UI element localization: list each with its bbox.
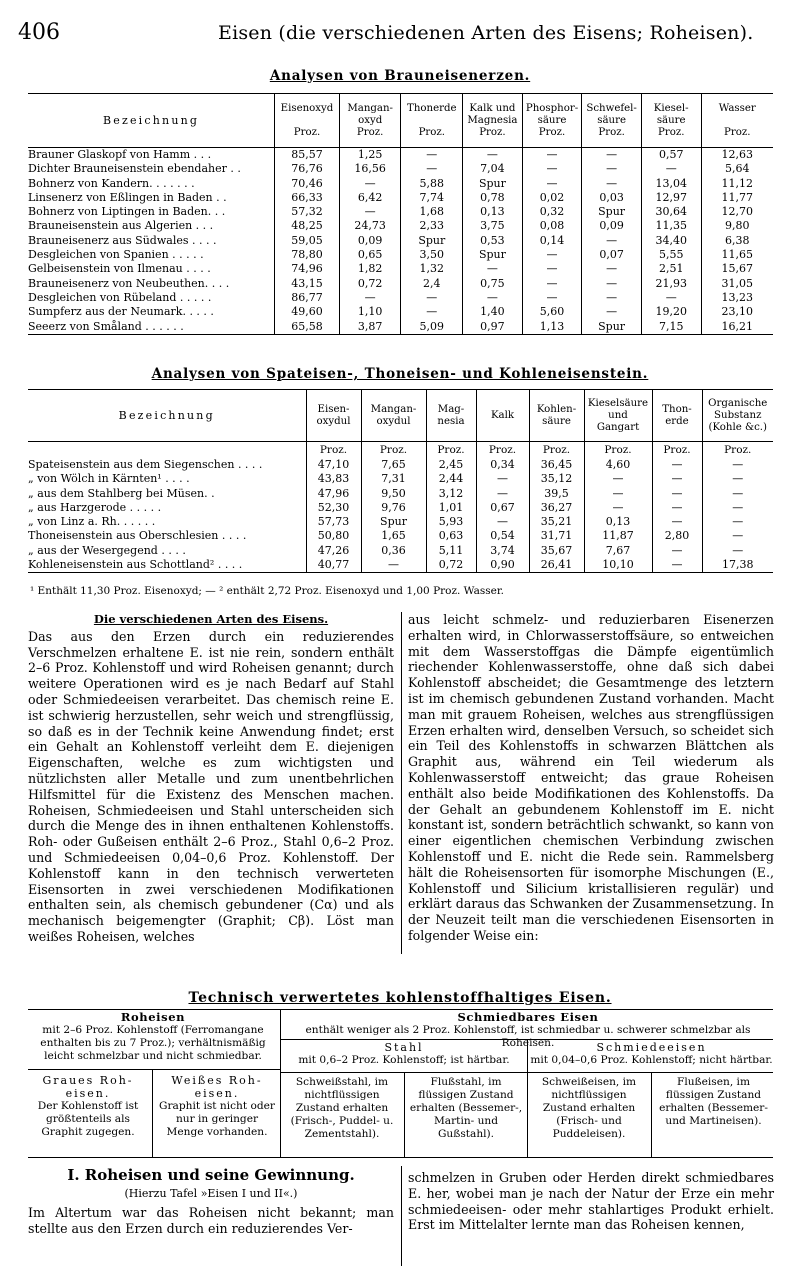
stahl-title: Stahl	[384, 1041, 424, 1054]
table-cell: 9,50	[361, 487, 426, 501]
table-row	[28, 248, 773, 262]
row-label: Brauneisenstein aus Algerien . . .	[28, 219, 214, 233]
stahl-box	[283, 1041, 525, 1067]
table2-title: Analysen von Spateisen-, Thoneisen- und Kohleneisenstein.	[151, 366, 649, 382]
table-cell: 2,45	[426, 458, 476, 472]
table-row	[28, 205, 773, 219]
table-cell: —	[522, 162, 582, 176]
table-cell: 0,14	[522, 234, 582, 248]
table-cell: 11,65	[701, 248, 773, 262]
t2-body	[28, 442, 773, 573]
stahl-rule	[280, 1072, 773, 1073]
table-cell: 0,72	[339, 277, 401, 291]
table-cell: 0,03	[582, 191, 642, 205]
table-cell: 5,09	[401, 320, 463, 335]
table-cell: —	[401, 291, 463, 305]
table-cell: 12,97	[641, 191, 701, 205]
table1-title: Analysen von Brauneisenerzen.	[269, 68, 531, 84]
table-cell: 23,10	[701, 305, 773, 319]
table-cell: 43,83	[306, 472, 361, 486]
table-row	[28, 262, 773, 276]
table-cell: 5,11	[426, 544, 476, 558]
table-cell: 0,75	[463, 277, 523, 291]
section-subline: (Hierzu Tafel »Eisen I und II«.)	[124, 1187, 298, 1200]
table-cell: 9,80	[701, 219, 773, 233]
t2-header-thonerde: Thon- erde	[652, 390, 702, 442]
table-row	[28, 529, 773, 543]
table-cell: —	[463, 291, 523, 305]
row-label: Kohleneisenstein aus Schottland² . . . .	[28, 558, 306, 573]
table-cell: 31,05	[701, 277, 773, 291]
table-cell: 57,73	[306, 515, 361, 529]
table-cell: 35,21	[529, 515, 584, 529]
table-cell: 2,80	[652, 529, 702, 543]
table-cell: 10,10	[584, 558, 652, 573]
table-cell: —	[582, 277, 642, 291]
table-cell: —	[584, 472, 652, 486]
weisses-desc: Graphit ist nicht oder nur in geringer Menge vorhanden.	[159, 1100, 275, 1138]
schmiedbar-subdivider	[527, 1039, 528, 1157]
table-cell: —	[702, 501, 773, 515]
row-label: Brauner Glaskopf von Hamm . . .	[28, 148, 212, 161]
t1-header-manganoxyd: Mangan- oxyd Proz.	[339, 94, 401, 148]
table-cell: 7,31	[361, 472, 426, 486]
table-cell: 4,60	[584, 458, 652, 472]
table-cell: 0,09	[582, 219, 642, 233]
table-cell: —	[522, 262, 582, 276]
table-row	[28, 305, 773, 319]
row-label: Linsenerz von Eßlingen in Baden . .	[28, 190, 227, 204]
roheisen-box	[28, 1011, 278, 1063]
table-row	[28, 191, 773, 205]
table-cell: 3,74	[476, 544, 529, 558]
table-cell: 0,63	[426, 529, 476, 543]
table-cell: —	[582, 291, 642, 305]
table-cell: 3,75	[463, 219, 523, 233]
table-cell: —	[476, 515, 529, 529]
table-row	[28, 472, 773, 486]
table-cell: Spur	[401, 234, 463, 248]
t1-header-kalk: Kalk und Magnesia Proz.	[463, 94, 523, 148]
row-label: „ von Wölch in Kärnten¹ . . . .	[28, 472, 190, 486]
row-label: Thoneisenstein aus Oberschlesien . . . .	[28, 529, 247, 543]
table-row	[28, 558, 773, 573]
t1-header-kieselsaeure: Kiesel- säure Proz.	[641, 94, 701, 148]
table-cell: 85,57	[275, 148, 340, 163]
table-cell: —	[652, 501, 702, 515]
table-cell: 48,25	[275, 219, 340, 233]
table-cell: 1,13	[522, 320, 582, 335]
section-divider	[401, 1166, 402, 1266]
table-row	[28, 219, 773, 233]
table-cell: 7,74	[401, 191, 463, 205]
t1-header-phosphorsaeure: Phosphor- säure Proz.	[522, 94, 582, 148]
row-label: Desgleichen von Rübeland . . . . .	[28, 290, 212, 304]
t2-header-organische: Organische Substanz (Kohle &c.)	[702, 390, 773, 442]
table-cell: 9,76	[361, 501, 426, 515]
classification-title: Technisch verwertetes kohlenstoffhaltiges Eisen.	[188, 990, 612, 1006]
table-cell: —	[476, 472, 529, 486]
table-cell: 31,71	[529, 529, 584, 543]
t1-header-bezeichnung: Bezeichnung	[28, 94, 275, 148]
table-row	[28, 162, 773, 176]
row-label: Seeerz von Småland . . . . . .	[28, 320, 275, 335]
schweissstahl-box: Schweißstahl, im nichtflüssigen Zustand erhalten (Frisch-, Puddel- u. Zementstahl).	[290, 1076, 394, 1140]
table-cell: 0,90	[476, 558, 529, 573]
table-cell: 30,64	[641, 205, 701, 219]
table-cell: Spur	[582, 205, 642, 219]
table-cell: —	[401, 148, 463, 163]
table-cell: —	[522, 291, 582, 305]
flussstahl-box: Flußstahl, im flüssigen Zustand erhalten (Bessemer-, Martin- und Gußstahl).	[409, 1076, 523, 1140]
table-cell: —	[702, 472, 773, 486]
classification-bottom-rule	[28, 1157, 773, 1158]
table-cell: 11,35	[641, 219, 701, 233]
table-cell: Spur	[361, 515, 426, 529]
table-cell: 13,04	[641, 177, 701, 191]
t2-unit-row: Proz. Proz. Proz. Proz. Proz. Proz. Proz. Proz.	[28, 442, 773, 459]
table-cell: 47,26	[306, 544, 361, 558]
t1-header-wasser: Wasser Proz.	[701, 94, 773, 148]
page-header	[18, 20, 782, 48]
table-cell: —	[652, 487, 702, 501]
table-cell: —	[463, 262, 523, 276]
table-cell: 0,34	[476, 458, 529, 472]
row-label: „ von Linz a. Rh. . . . . .	[28, 515, 156, 529]
table-cell: 13,23	[701, 291, 773, 305]
table-cell: 1,10	[339, 305, 401, 319]
table-cell: —	[582, 262, 642, 276]
table-cell: 19,20	[641, 305, 701, 319]
table-cell: 1,40	[463, 305, 523, 319]
table-cell: 3,50	[401, 248, 463, 262]
table-row	[28, 234, 773, 248]
row-label: „ aus Harzgerode . . . . .	[28, 500, 162, 514]
t1-header-schwefelsaeure: Schwefel- säure Proz.	[582, 94, 642, 148]
table-cell: 0,07	[582, 248, 642, 262]
table-brauneisenerze	[28, 93, 773, 335]
roheisen-desc: mit 2–6 Proz. Kohlenstoff (Ferromangane enthalten bis zu 7 Proz.); verhältnismäßig leicht schmelzbar und nicht schmiedbar.	[40, 1024, 266, 1062]
table-cell: 6,38	[701, 234, 773, 248]
table-spateisen	[28, 389, 773, 573]
column-divider	[401, 612, 402, 954]
table-cell: 0,57	[641, 148, 701, 163]
table-cell: 0,67	[476, 501, 529, 515]
table-cell: 57,32	[275, 205, 340, 219]
row-label: Dichter Brauneisenstein ebendaher . .	[28, 162, 241, 176]
table-cell: —	[522, 277, 582, 291]
table-cell: 49,60	[275, 305, 340, 319]
schmiedeeisen-title: Schmiedeeisen	[596, 1041, 707, 1054]
table-row	[28, 487, 773, 501]
table-cell: Spur	[582, 320, 642, 335]
table-cell: 78,80	[275, 248, 340, 262]
table-cell: 86,77	[275, 291, 340, 305]
body-right-text: aus leicht schmelz- und reduzierbaren Eisenerzen erhalten wird, in Chlorwasserstoffsäure, so entweichen mit dem Wasserstoffgas die Dämpfe eigentümlich riechender Kohlenwasserstoffe, ohne daß sich dabei Kohlenstoff abscheidet; die Gesamtmenge des letztern ist im chemisch gebundenen Zustand vorhanden. Macht man mit grauem Roheisen, welches aus strengflüssigen Erzen erhalten wird, denselben Versuch, so scheidet sich ein Teil des Kohlenstoffs in schwarzen Blättchen als Graphit aus, während ein Teil wiederum als Kohlenwasserstoff entweicht; das graue Roheisen enthält also beide Modifikationen des Kohlenstoffs. Da der Gehalt an gebundenem Kohlenstoff im E. nicht konstant ist, sondern beträchtlich schwankt, so kann von einer eigentlichen chemischen Verbindung zwischen Kohlenstoff und E. nicht die Rede sein. Rammelsberg hält die Roheisensorten für isomorphe Mischungen (E., Kohlenstoff und Silicium kristallisieren regulär) und erklärt daraus das Schwanken der Zusammensetzung. In der Neuzeit teilt man die verschiedenen Eisensorten in folgender Weise ein:	[408, 612, 774, 943]
schmiedbar-title: Schmiedbares Eisen	[457, 1010, 599, 1024]
row-label: Gelbeisenstein von Ilmenau . . . .	[28, 262, 211, 276]
table-cell: 0,54	[476, 529, 529, 543]
table-cell: 11,12	[701, 177, 773, 191]
table-cell: 0,53	[463, 234, 523, 248]
table-cell: 70,46	[275, 177, 340, 191]
table-cell: 76,76	[275, 162, 340, 176]
table-cell: 2,51	[641, 262, 701, 276]
table-cell: 16,56	[339, 162, 401, 176]
subheading: Die verschiedenen Arten des Eisens.	[93, 612, 329, 626]
table-cell: —	[582, 162, 642, 176]
table-cell: 66,33	[275, 191, 340, 205]
graues-title: Graues Roh- eisen.	[42, 1074, 134, 1100]
table-cell: —	[522, 177, 582, 191]
flusseisen-box: Flußeisen, im flüssigen Zustand erhalten (Bessemer- und Martineisen).	[659, 1076, 768, 1127]
table-cell: —	[339, 291, 401, 305]
row-label: „ aus dem Stahlberg bei Müsen. .	[28, 486, 215, 500]
t2-header-magnesia: Mag- nesia	[426, 390, 476, 442]
section-right-text: schmelzen in Gruben oder Herden direkt schmiedbares E. her, wobei man je nach der Natur der Erze ein mehr schmiedeeisen- oder mehr stahlartiges Produkt erhielt. Erst im Mittelalter lernte man das Roheisen kennen,	[408, 1170, 774, 1233]
table-cell: 59,05	[275, 234, 340, 248]
table-cell: 12,70	[701, 205, 773, 219]
table-cell: 36,45	[529, 458, 584, 472]
table-cell: 1,65	[361, 529, 426, 543]
table-cell: 12,63	[701, 148, 773, 163]
stahl-desc: mit 0,6–2 Proz. Kohlenstoff; ist härtbar.	[298, 1054, 510, 1066]
t2-header-kohlensaeure: Kohlen- säure	[529, 390, 584, 442]
body-left-text: Das aus den Erzen durch ein reduzierendes Verschmelzen erhaltene E. ist nie rein, sondern enthält 2–6 Proz. Kohlenstoff und wird Roheisen genannt; durch weitere Operationen wird es je nach Bedarf auf Stahl oder Schmiedeeisen verarbeitet. Das chemisch reine E. ist schwierig herzustellen, sehr weich und strengflüssig, so daß es in der Technik keine Anwendung findet; erst ein Gehalt an Kohlenstoff verleiht dem E. diejenigen Eigenschaften, welche es zum wichtigsten und nützlichsten aller Metalle und zum unentbehrlichen Hilfsmittel für die Existenz des Menschen machen. Roheisen, Schmiedeeisen und Stahl unterscheiden sich durch die Menge des in ihnen enthaltenen Kohlenstoffs. Roh- oder Gußeisen enthält 2–6 Proz., Stahl 0,6–2 Proz. und Schmiedeeisen 0,04–0,6 Proz. Kohlenstoff. Der Kohlenstoff kann in den technisch verwerteten Eisensorten in zwei verschiedenen Modifikationen enthalten sein, als chemisch gebundener (Cα) und als mechanisch beigemengter (Graphit; Cβ). Löst man weißes Roheisen, welches	[28, 628, 394, 944]
table-cell: —	[652, 558, 702, 573]
table-cell: —	[339, 177, 401, 191]
schweisseisen-box: Schweißeisen, im nichtflüssigen Zustand erhalten (Frisch- und Puddeleisen).	[541, 1076, 637, 1140]
table-cell: 1,25	[339, 148, 401, 163]
t2-header-kalk: Kalk	[476, 390, 529, 442]
table-row	[28, 544, 773, 558]
table-cell: 0,78	[463, 191, 523, 205]
row-label: Desgleichen von Spanien . . . . .	[28, 248, 204, 262]
page-number: 406	[18, 20, 60, 45]
schmiedeeisen-desc: mit 0,04–0,6 Proz. Kohlenstoff; nicht härtbar.	[530, 1054, 773, 1066]
table-cell: 7,65	[361, 458, 426, 472]
table-cell: —	[652, 544, 702, 558]
table-cell: 5,64	[701, 162, 773, 176]
table-cell: —	[584, 487, 652, 501]
table-cell: 0,36	[361, 544, 426, 558]
row-label: Brauneisenerz aus Südwales . . . .	[28, 233, 217, 247]
table-cell: 35,67	[529, 544, 584, 558]
roheisen-subdivider	[152, 1069, 153, 1157]
row-label: Spateisenstein aus dem Siegenschen . . . .	[28, 458, 263, 471]
t1-body	[28, 148, 773, 335]
table-cell: 5,55	[641, 248, 701, 262]
table-cell: 74,96	[275, 262, 340, 276]
table-cell: 16,21	[701, 320, 773, 335]
table-cell: 1,82	[339, 262, 401, 276]
roheisen-rule	[28, 1069, 280, 1070]
table2-footnote: ¹ Enthält 11,30 Proz. Eisenoxyd; — ² enthält 2,72 Proz. Eisenoxyd und 1,00 Proz. Wasser.	[30, 585, 505, 597]
schmiedbar-desc: enthält weniger als 2 Proz. Kohlenstoff, ist schmiedbar u. schwerer schmelzbar als Roheisen.	[305, 1024, 751, 1049]
table-cell: 11,77	[701, 191, 773, 205]
table-cell: 2,33	[401, 219, 463, 233]
table-cell: —	[582, 177, 642, 191]
graues-desc: Der Kohlenstoff ist größtenteils als Graphit zugegen.	[37, 1100, 139, 1138]
table-cell: 65,58	[275, 320, 340, 335]
table-cell: Spur	[463, 248, 523, 262]
table-cell: 1,32	[401, 262, 463, 276]
table-cell: 34,40	[641, 234, 701, 248]
table-row	[28, 277, 773, 291]
table-cell: —	[582, 148, 642, 163]
table-cell: 11,87	[584, 529, 652, 543]
table-row	[28, 148, 773, 163]
table-cell: 7,04	[463, 162, 523, 176]
row-label: Brauneisenerz von Neubeuthen. . . .	[28, 276, 230, 290]
row-label: Sumpferz aus der Neumark. . . . .	[28, 305, 214, 319]
table-row	[28, 320, 773, 335]
table-cell: 7,67	[584, 544, 652, 558]
table-cell: —	[361, 558, 426, 573]
table-cell: —	[476, 487, 529, 501]
table-cell: —	[641, 162, 701, 176]
table-cell: 0,65	[339, 248, 401, 262]
table-row	[28, 501, 773, 515]
table-cell: 2,44	[426, 472, 476, 486]
table-cell: 7,15	[641, 320, 701, 335]
table-cell: —	[582, 305, 642, 319]
t1-header-eisenoxyd: Eisenoxyd Proz.	[275, 94, 340, 148]
table-cell: 1,01	[426, 501, 476, 515]
table-row	[28, 458, 773, 472]
table-cell: 2,4	[401, 277, 463, 291]
table-cell: 47,10	[306, 458, 361, 472]
section-left-text: Im Altertum war das Roheisen nicht bekannt; man stellte aus den Erzen durch ein reduzierendes Ver-	[28, 1205, 394, 1236]
body-right-column	[408, 612, 774, 944]
table-cell: Spur	[463, 177, 523, 191]
table-cell: 3,12	[426, 487, 476, 501]
table-cell: 47,96	[306, 487, 361, 501]
row-label: Bohnerz von Liptingen in Baden. . .	[28, 205, 226, 219]
roheisen-title: Roheisen	[120, 1010, 186, 1024]
table-cell: —	[652, 515, 702, 529]
table-cell: —	[522, 248, 582, 262]
table-cell: 0,08	[522, 219, 582, 233]
table-cell: —	[652, 472, 702, 486]
table-cell: 50,80	[306, 529, 361, 543]
table-cell: 0,09	[339, 234, 401, 248]
table-cell: 36,27	[529, 501, 584, 515]
t1-header-thonerde: Thonerde Proz.	[401, 94, 463, 148]
table-cell: —	[339, 205, 401, 219]
table-cell: —	[401, 305, 463, 319]
table-cell: 15,67	[701, 262, 773, 276]
table-cell: 26,41	[529, 558, 584, 573]
table-cell: 0,13	[463, 205, 523, 219]
table-cell: 21,93	[641, 277, 701, 291]
stahl-subdivider	[404, 1072, 405, 1157]
table-cell: —	[641, 291, 701, 305]
table-cell: 6,42	[339, 191, 401, 205]
section-heading: I. Roheisen und seine Gewinnung.	[67, 1166, 355, 1184]
table-cell: 43,15	[275, 277, 340, 291]
weisses-box	[156, 1074, 278, 1139]
table-cell: 52,30	[306, 501, 361, 515]
table-cell: 5,93	[426, 515, 476, 529]
table-row	[28, 291, 773, 305]
table-cell: 0,13	[584, 515, 652, 529]
table-cell: 0,02	[522, 191, 582, 205]
row-label: Bohnerz von Kandern. . . . . . .	[28, 176, 195, 190]
table-cell: 40,77	[306, 558, 361, 573]
table-cell: 5,60	[522, 305, 582, 319]
table-cell: 3,87	[339, 320, 401, 335]
table-cell: 0,32	[522, 205, 582, 219]
table-cell: —	[702, 487, 773, 501]
graues-box	[28, 1074, 148, 1139]
t2-header-manganoxydul: Mangan- oxydul	[361, 390, 426, 442]
classification-divider	[280, 1009, 281, 1157]
row-label: „ aus der Wesergegend . . . .	[28, 543, 186, 557]
table-cell: —	[401, 162, 463, 176]
table-cell: 0,97	[463, 320, 523, 335]
t2-header-bezeichnung: Bezeichnung	[28, 390, 306, 442]
t2-header-eisenoxydul: Eisen- oxydul	[306, 390, 361, 442]
table-cell: —	[652, 458, 702, 472]
table-row	[28, 515, 773, 529]
table-cell: —	[702, 515, 773, 529]
table-cell: 0,72	[426, 558, 476, 573]
weisses-title: Weißes Roh- eisen.	[171, 1074, 263, 1100]
table-cell: —	[702, 529, 773, 543]
table-cell: 17,38	[702, 558, 773, 573]
running-title: Eisen (die verschiedenen Arten des Eisens; Roheisen).	[218, 22, 754, 44]
table-cell: —	[582, 234, 642, 248]
schmiedeeisen-box	[530, 1041, 773, 1067]
table-cell: 5,88	[401, 177, 463, 191]
table-cell: —	[463, 148, 523, 163]
table-cell: —	[522, 148, 582, 163]
table-cell: 39,5	[529, 487, 584, 501]
table-cell: 35,12	[529, 472, 584, 486]
table-cell: —	[702, 544, 773, 558]
table-cell: 1,68	[401, 205, 463, 219]
table-cell: 24,73	[339, 219, 401, 233]
t2-header-kieselsaeure: Kieselsäure und Gangart	[584, 390, 652, 442]
table-cell: —	[584, 501, 652, 515]
body-left-column	[28, 612, 394, 945]
table-cell: —	[702, 458, 773, 472]
schmiedeeisen-subdivider	[651, 1072, 652, 1157]
table-row	[28, 177, 773, 191]
